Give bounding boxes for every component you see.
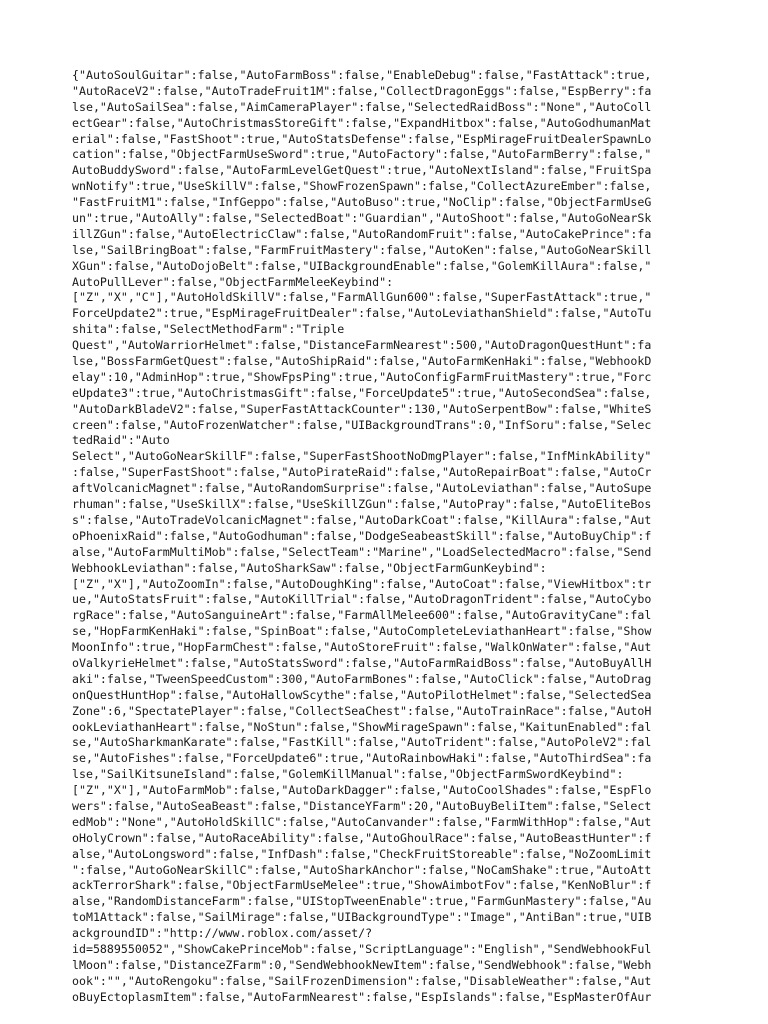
text-line: un":true,"AutoAlly":false,"SelectedBoat":"Guardian","AutoShoot":false,"AutoGoNearSk (72, 211, 652, 226)
text-line: lse,"SailBringBoat":false,"FarmFruitMastery":false,"AutoKen":false,"AutoGoNearSkill (72, 242, 652, 257)
text-line: oPhoenixRaid":false,"AutoGodhuman":false,"DodgeSeabeastSkill":false,"AutoBuyChip":f (72, 528, 652, 543)
text-line: aftVolcanicMagnet":false,"AutoRandomSurprise":false,"AutoLeviathan":false,"AutoSupe (72, 481, 652, 496)
text-line: wnNotify":true,"UseSkillV":false,"ShowFrozenSpawn":false,"CollectAzureEmber":false, (72, 179, 652, 194)
text-line: wers":false,"AutoSeaBeast":false,"DistanceYFarm":20,"AutoBuyBeliItem":false,"Select (72, 798, 652, 813)
text-line: alse,"RandomDistanceFarm":false,"UIStopTweenEnable":true,"FarmGunMastery":false,"Au (72, 894, 652, 909)
text-line: ackTerrorShark":false,"ObjectFarmUseMelee":true,"ShowAimbotFov":false,"KenNoBlur":f (72, 878, 652, 893)
text-line: edMob":"None","AutoHoldSkillC":false,"AutoCanvander":false,"FarmWithHop":false,"Aut (72, 814, 652, 829)
text-line: creen":false,"AutoFrozenWatcher":false,"UIBackgroundTrans":0,"InfSoru":false,"Selec (72, 417, 652, 432)
text-line: ue,"AutoStatsFruit":false,"AutoKillTrial":false,"AutoDragonTrident":false,"AutoCybo (72, 592, 652, 607)
text-line: ookLeviathanHeart":false,"NoStun":false,"ShowMirageSpawn":false,"KaitunEnabled":fal (72, 719, 652, 734)
text-line: alse,"AutoLongsword":false,"InfDash":false,"CheckFruitStoreable":false,"NoZoomLimit (72, 846, 652, 861)
text-line: rgRace":false,"AutoSanguineArt":false,"FarmAllMelee600":false,"AutoGravityCane":fal (72, 608, 652, 623)
text-line: ForceUpdate2":true,"EspMirageFruitDealer":false,"AutoLeviathanShield":false,"AutoTu (72, 306, 652, 321)
text-line: se,"HopFarmKenHaki":false,"SpinBoat":false,"AutoCompleteLeviathanHeart":false,"Show (72, 624, 652, 639)
text-line: ["Z","X"],"AutoFarmMob":false,"AutoDarkDagger":false,"AutoCoolShades":false,"EspFlo (72, 783, 652, 798)
text-line: tedRaid":"Auto (72, 433, 170, 448)
text-line: XGun":false,"AutoDojoBelt":false,"UIBackgroundEnable":false,"GolemKillAura":false," (72, 258, 652, 273)
text-line: cation":false,"ObjectFarmUseSword":true,"AutoFactory":false,"AutoFarmBerry":false," (72, 147, 652, 162)
text-line: ook":"","AutoRengoku":false,"SailFrozenDimension":false,"DisableWeather":false,"Aut (72, 973, 652, 988)
text-line: lMoon":false,"DistanceZFarm":0,"SendWebhookNewItem":false,"SendWebhook":false,"Webh (72, 957, 652, 972)
text-line: erial":false,"FastShoot":true,"AutoStatsDefense":false,"EspMirageFruitDealerSpawnLo (72, 131, 652, 146)
text-line: illZGun":false,"AutoElectricClaw":false,"AutoRandomFruit":false,"AutoCakePrince":fa (72, 226, 652, 241)
text-line: WebhookLeviathan":false,"AutoSharkSaw":false,"ObjectFarmGunKeybind": (72, 560, 547, 575)
text-line: oBuyEctoplasmItem":false,"AutoFarmNearest":false,"EspIslands":false,"EspMasterOfAur (72, 989, 652, 1004)
text-line: ":false,"AutoGoNearSkillC":false,"AutoSharkAnchor":false,"NoCamShake":true,"AutoAtt (72, 862, 652, 877)
text-line: ackgroundID":"http://www.roblox.com/asset/? (72, 926, 373, 941)
text-line: onQuestHuntHop":false,"AutoHallowScythe":false,"AutoPilotHelmet":false,"SelectedSea (72, 687, 652, 702)
text-line: alse,"AutoFarmMultiMob":false,"SelectTeam":"Marine","LoadSelectedMacro":false,"Send (72, 544, 652, 559)
text-line: elay":10,"AdminHop":true,"ShowFpsPing":true,"AutoConfigFarmFruitMastery":true,"Forc (72, 369, 652, 384)
text-line: AutoBuddySword":false,"AutoFarmLevelGetQuest":true,"AutoNextIsland":false,"FruitSpa (72, 163, 652, 178)
text-line: "AutoDarkBladeV2":false,"SuperFastAttackCounter":130,"AutoSerpentBow":false,"WhiteS (72, 401, 652, 416)
text-line: id=5889550052","ShowCakePrinceMob":false,"ScriptLanguage":"English","SendWebhookFul (72, 941, 652, 956)
text-line: oHolyCrown":false,"AutoRaceAbility":false,"AutoGhoulRace":false,"AutoBeastHunter":f (72, 830, 652, 845)
text-line: shita":false,"SelectMethodFarm":"Triple (72, 322, 345, 337)
text-line: ectGear":false,"AutoChristmasStoreGift":false,"ExpandHitbox":false,"AutoGodhumanMat (72, 115, 652, 130)
text-line: Quest","AutoWarriorHelmet":false,"DistanceFarmNearest":500,"AutoDragonQuestHunt":fa (72, 338, 652, 353)
text-line: AutoPullLever":false,"ObjectFarmMeleeKeybind": (72, 274, 394, 289)
text-line: se,"AutoFishes":false,"ForceUpdate6":true,"AutoRainbowHaki":false,"AutoThirdSea":fa (72, 751, 652, 766)
text-line: MoonInfo":true,"HopFarmChest":false,"AutoStoreFruit":false,"WalkOnWater":false,"Aut (72, 640, 652, 655)
text-line: "FastFruitM1":false,"InfGeppo":false,"AutoBuso":true,"NoClip":false,"ObjectFarmUseG (72, 195, 652, 210)
text-line: oValkyrieHelmet":false,"AutoStatsSword":false,"AutoFarmRaidBoss":false,"AutoBuyAllH (72, 655, 652, 670)
text-line: ["Z","X"],"AutoZoomIn":false,"AutoDoughKing":false,"AutoCoat":false,"ViewHitbox":tr (72, 576, 652, 591)
text-line: toM1Attack":false,"SailMirage":false,"UIBackgroundType":"Image","AntiBan":true,"UIB (72, 910, 652, 925)
text-line: se,"AutoSharkmanKarate":false,"FastKill":false,"AutoTrident":false,"AutoPoleV2":fal (72, 735, 652, 750)
text-line: lse,"SailKitsuneIsland":false,"GolemKillManual":false,"ObjectFarmSwordKeybind": (72, 767, 624, 782)
text-line: rhuman":false,"UseSkillX":false,"UseSkillZGun":false,"AutoPray":false,"AutoEliteBos (72, 497, 652, 512)
text-line: :false,"SuperFastShoot":false,"AutoPirateRaid":false,"AutoRepairBoat":false,"AutoCr (72, 465, 652, 480)
text-line: Zone":6,"SpectatePlayer":false,"CollectSeaChest":false,"AutoTrainRace":false,"AutoH (72, 703, 652, 718)
text-line: s":false,"AutoTradeVolcanicMagnet":false,"AutoDarkCoat":false,"KillAura":false,"Aut (72, 512, 652, 527)
text-line: {"AutoSoulGuitar":false,"AutoFarmBoss":false,"EnableDebug":false,"FastAttack":true, (72, 68, 652, 82)
text-line: ["Z","X","C"],"AutoHoldSkillV":false,"FarmAllGun600":false,"SuperFastAttack":true," (72, 290, 652, 305)
document-page (72, 68, 698, 1006)
text-line: "AutoRaceV2":false,"AutoTradeFruit1M":false,"CollectDragonEggs":false,"EspBerry":fa (72, 83, 652, 98)
text-line: eUpdate3":true,"AutoChristmasGift":false,"ForceUpdate5":true,"AutoSecondSea":false, (72, 385, 652, 400)
text-line: lse,"AutoSailSea":false,"AimCameraPlayer":false,"SelectedRaidBoss":"None","AutoColl (72, 99, 652, 114)
text-line: Select","AutoGoNearSkillF":false,"SuperFastShootNoDmgPlayer":false,"InfMinkAbility" (72, 449, 652, 464)
text-line: lse,"BossFarmGetQuest":false,"AutoShipRaid":false,"AutoFarmKenHaki":false,"WebhookD (72, 354, 652, 369)
text-line: aki":false,"TweenSpeedCustom":300,"AutoFarmBones":false,"AutoClick":false,"AutoDrag (72, 671, 652, 686)
